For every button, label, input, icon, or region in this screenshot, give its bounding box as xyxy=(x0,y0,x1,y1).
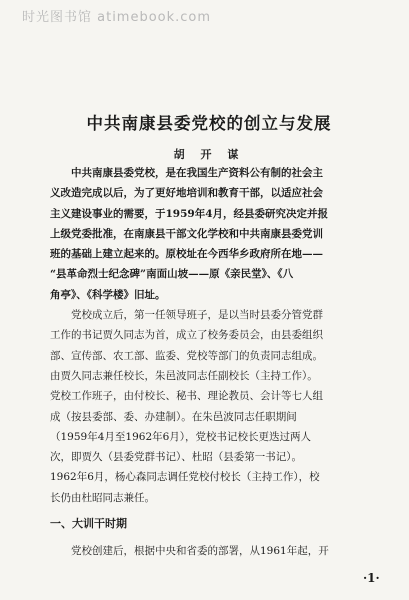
paragraph-line: 由贾久同志兼任校长，朱邑波同志任副校长（主持工作）。 xyxy=(50,369,318,382)
author-name: 胡 开 谋 xyxy=(173,148,245,161)
paragraph-line: 次，即贾久（县委党群书记）、杜昭（县委第一书记）。 xyxy=(50,451,302,464)
watermark: 时光图书馆 atimebook.com xyxy=(22,10,212,25)
section-heading: 一、大训干时期 xyxy=(50,517,127,530)
paragraph-line: 1962年6月，杨心森同志调任党校付校长（主持工作），校 xyxy=(50,471,320,484)
paragraph-line: 班的基础上建立起来的。原校址在今西华乡政府所在地—— xyxy=(50,248,323,261)
paragraph-line: 中共南康县委党校，是在我国生产资料公有制的社会主 xyxy=(50,167,323,179)
paragraph-line: 成（按县委部、委、办建制）。在朱邑波同志任职期间 xyxy=(50,410,297,423)
paragraph-line: 上级党委批准，在南康县干部文化学校和中共南康县委党训 xyxy=(50,227,323,240)
paragraph-line: 角亭》、《科学楼》旧址。 xyxy=(50,288,166,301)
paragraph-line: 党校成立后，第一任领导班子，是以当时县委分管党群 xyxy=(50,309,323,322)
paragraph-line: 主义建设事业的需要，于1959年4月，经县委研究决定并报 xyxy=(50,207,329,220)
page-number: ·1· xyxy=(363,571,380,585)
paragraph-line: 工作的书记贾久同志为首，成立了校务委员会，由县委组织 xyxy=(50,329,323,342)
paragraph-line: 部、宣传部、农工部、监委、党校等部门的负责同志组成。 xyxy=(50,349,323,362)
article-body xyxy=(50,163,368,508)
paragraph-line: 长仍由杜昭同志兼任。 xyxy=(50,491,155,504)
paragraph-line: 党校创建后，根据中央和省委的部署，从1961年起，开 xyxy=(50,545,329,557)
article-title: 中共南康县委党校的创立与发展 xyxy=(86,114,332,133)
paragraph-line: “县革命烈士纪念碑”南面山坡——原《亲民堂》、《八 xyxy=(50,268,294,281)
paragraph-line: 党校工作班子，由付校长、秘书、理论教员、会计等七人组 xyxy=(50,390,323,403)
paragraph-line: 义改造完成以后，为了更好地培训和教育干部，以适应社会 xyxy=(50,187,323,200)
paragraph-line: （1959年4月至1962年6月），党校书记校长更迭过两人 xyxy=(50,430,312,443)
